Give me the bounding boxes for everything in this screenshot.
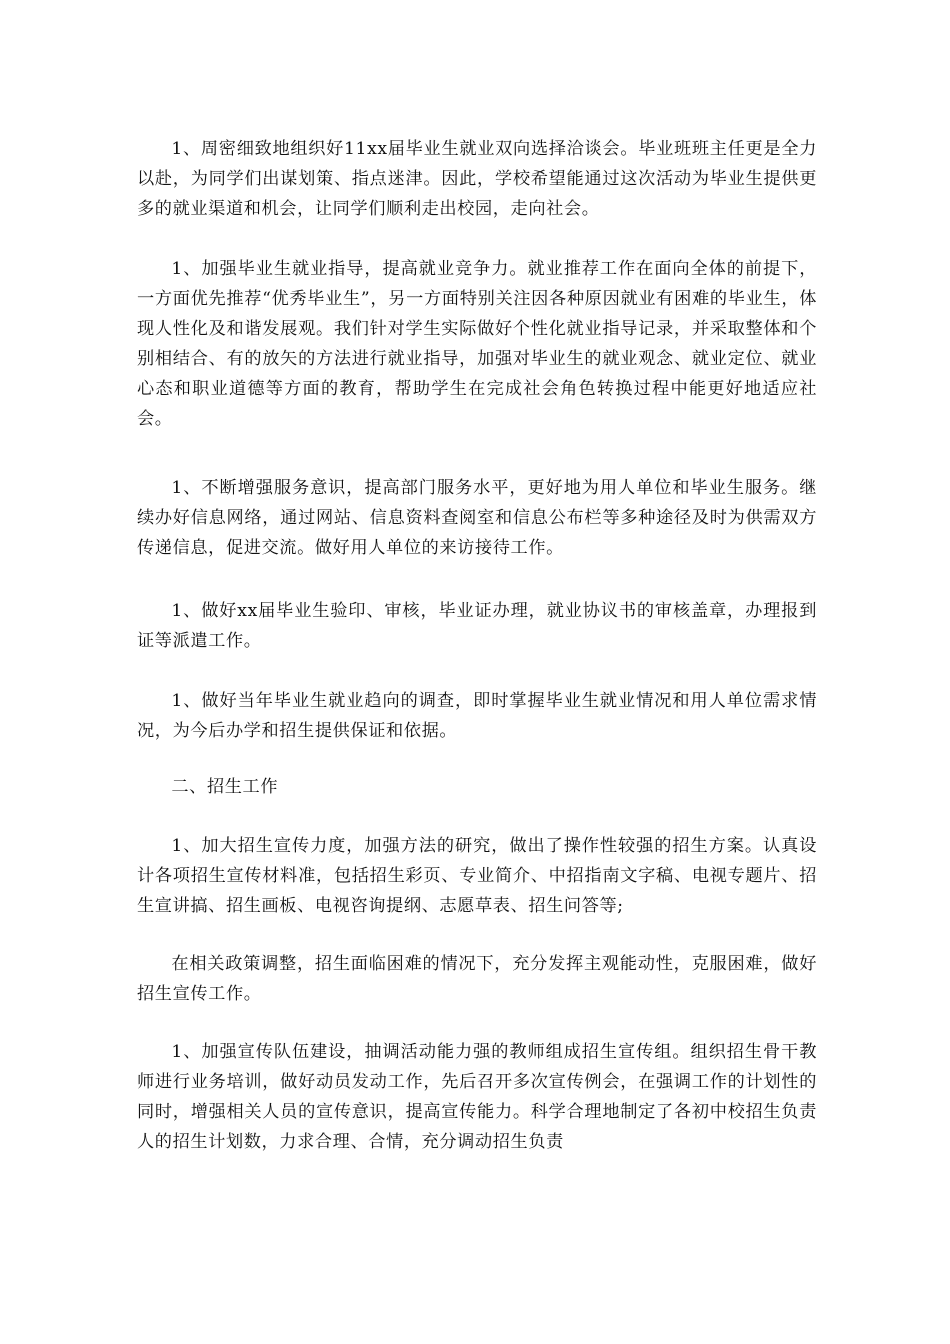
paragraph-policy-adjustment: 在相关政策调整，招生面临困难的情况下，充分发挥主观能动性，克服困难，做好招生宣传工作。	[137, 954, 817, 1004]
paragraph-promotion-team: 1、加强宣传队伍建设，抽调活动能力强的教师组成招生宣传组。组织招生骨干教师进行业务培训，做好动员发动工作，先后召开多次宣传例会，在强调工作的计划性的同时，增强相关人员的宣传意识，提高宣传能力。科学合理地制定了各初中校招生负责人的招生计划数，力求合理、合情，充分调动招生负责	[137, 1042, 817, 1152]
paragraph-certificate-processing: 1、做好xx届毕业生验印、审核，毕业证办理，就业协议书的审核盖章，办理报到证等派遣工作。	[137, 601, 817, 651]
paragraph-employment-survey: 1、做好当年毕业生就业趋向的调查，即时掌握毕业生就业情况和用人单位需求情况，为今后办学和招生提供保证和依据。	[137, 691, 817, 741]
paragraph-employment-guidance: 1、加强毕业生就业指导，提高就业竞争力。就业推荐工作在面向全体的前提下，一方面优先推荐“优秀毕业生”，另一方面特别关注因各种原因就业有困难的毕业生，体现人性化及和谐发展观。我们针对学生实际做好个性化就业指导记录，并采取整体和个别相结合、有的放矢的方法进行就业指导，加强对毕业生的就业观念、就业定位、就业心态和职业道德等方面的教育，帮助学生在完成社会角色转换过程中能更好地适应社会。	[137, 259, 817, 429]
paragraph-admissions-promotion: 1、加大招生宣传力度，加强方法的研究，做出了操作性较强的招生方案。认真设计各项招生宣传材料准，包括招生彩页、专业简介、中招指南文字稿、电视专题片、招生宣讲搞、招生画板、电视咨询提纲、志愿草表、招生问答等;	[137, 836, 817, 916]
paragraph-service-awareness: 1、不断增强服务意识，提高部门服务水平，更好地为用人单位和毕业生服务。继续办好信息网络，通过网站、信息资料查阅室和信息公布栏等多种途径及时为供需双方传递信息，促进交流。做好用人单位的来访接待工作。	[137, 478, 817, 558]
section-heading-admissions: 二、招生工作	[171, 777, 279, 797]
paragraph-graduate-fair: 1、周密细致地组织好11xx届毕业生就业双向选择洽谈会。毕业班班主任更是全力以赴，为同学们出谋划策、指点迷津。因此，学校希望能通过这次活动为毕业生提供更多的就业渠道和机会，让同学们顺利走出校园，走向社会。	[137, 139, 817, 219]
